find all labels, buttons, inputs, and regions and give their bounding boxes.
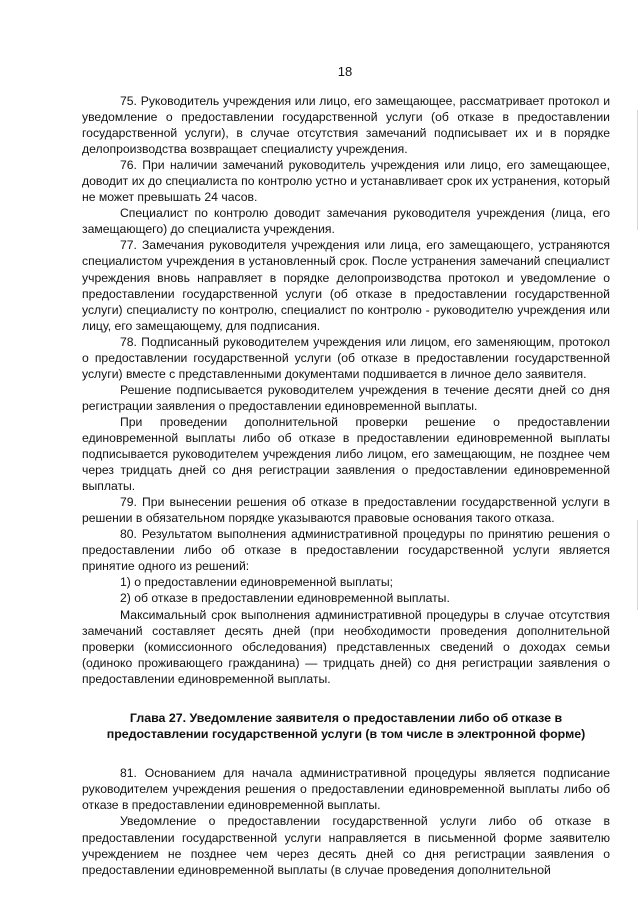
paragraph-79: 79. При вынесении решения об отказе в предоставлении государственной услуги в решении в обязательном порядке указываются правовые основания такого отказа. <box>82 495 610 526</box>
list-item-2: 2) об отказе в предоставлении единовременной выплаты. <box>120 591 450 606</box>
scan-edge-mark <box>637 520 638 610</box>
paragraph-additional-check: При проведении дополнительной проверки решение о предоставлении единовременной выплаты либо об отказе в предоставлении единовременной выплаты подписывается руководителем учреждения либо лицом, его замещающим, не позднее чем через тридцать дней со дня регистрации заявления о предоставлении единовременной выплаты. <box>82 414 610 494</box>
paragraph-76: 76. При наличии замечаний руководитель учреждения или лицо, его замещающее, доводит их до специалиста по контролю устно и устанавливает срок их устранения, который не может превышать 24 часов. <box>82 158 610 205</box>
paragraph-78: 78. Подписанный руководителем учреждения или лицом, его заменяющим, протокол о предоставлении государственной услуги (об отказе в предоставлении государственной услуги) вместе с представленными документами подшивается в личное дело заявителя. <box>82 334 610 381</box>
paragraph-77: 77. Замечания руководителя учреждения или лица, его замещающего, устраняются специалистом учреждения в установленный срок. После устранения замечаний специалист учреждения вновь направляет в порядке делопроизводства протокол и уведомление о предоставлении государственной услуги (об отказе в предоставлении государственной услуги) специалисту по контролю, специалист по контролю - руководителю учреждения или лицу, его замещающему, для подписания. <box>82 238 610 333</box>
paragraph-max-term: Максимальный срок выполнения административной процедуры в случае отсутствия замечаний составляет десять дней (при необходимости проведения дополнительной проверки (комиссионного обследования) представленных сведений о доходах семьи (одиноко проживающего гражданина) — тридцать дней) со дня регистрации заявления о предоставлении единовременной выплаты. <box>82 607 610 686</box>
paragraph-75: 75. Руководитель учреждения или лицо, его замещающее, рассматривает протокол и уведомление о предоставлении государственной услуги (об отказе в предоставлении государственной услуги), в случае отсутствия замечаний подписывает их и в порядке делопроизводства возвращает специалисту учреждения. <box>82 94 610 157</box>
chapter-title: Глава 27. Уведомление заявителя о предоставлении либо об отказе в предоставлении государственной услуги (в том числе в электронной форме) <box>106 710 586 742</box>
paragraph-notification: Уведомление о предоставлении государственной услуги либо об отказе в предоставлении государственной услуги направляется в письменной форме заявителю учреждением не позднее чем через десять дней со дня регистрации заявления о предоставлении единовременной выплаты (в случае проведения дополнительной <box>82 814 610 877</box>
scan-edge-mark <box>637 110 638 230</box>
paragraph-decision-signing: Решение подписывается руководителем учреждения в течение десяти дней со дня регистрации заявления о предоставлении единовременной выплаты. <box>82 382 610 413</box>
paragraph-control-specialist: Специалист по контролю доводит замечания руководителя учреждения (лица, его замещающего) до специалиста учреждения. <box>82 206 610 237</box>
page-number: 18 <box>337 64 353 79</box>
list-item-1: 1) о предоставлении единовременной выплаты; <box>120 575 394 590</box>
document-body <box>82 93 610 878</box>
paragraph-80: 80. Результатом выполнения административной процедуры по принятию решения о предоставлении либо об отказе в предоставлении государственной услуги является принятие одного из решений: <box>82 527 610 574</box>
paragraph-81: 81. Основанием для начала административной процедуры является подписание руководителем учреждения решения о предоставлении единовременной выплаты либо об отказе в предоставлении единовременной выплаты. <box>82 766 610 813</box>
